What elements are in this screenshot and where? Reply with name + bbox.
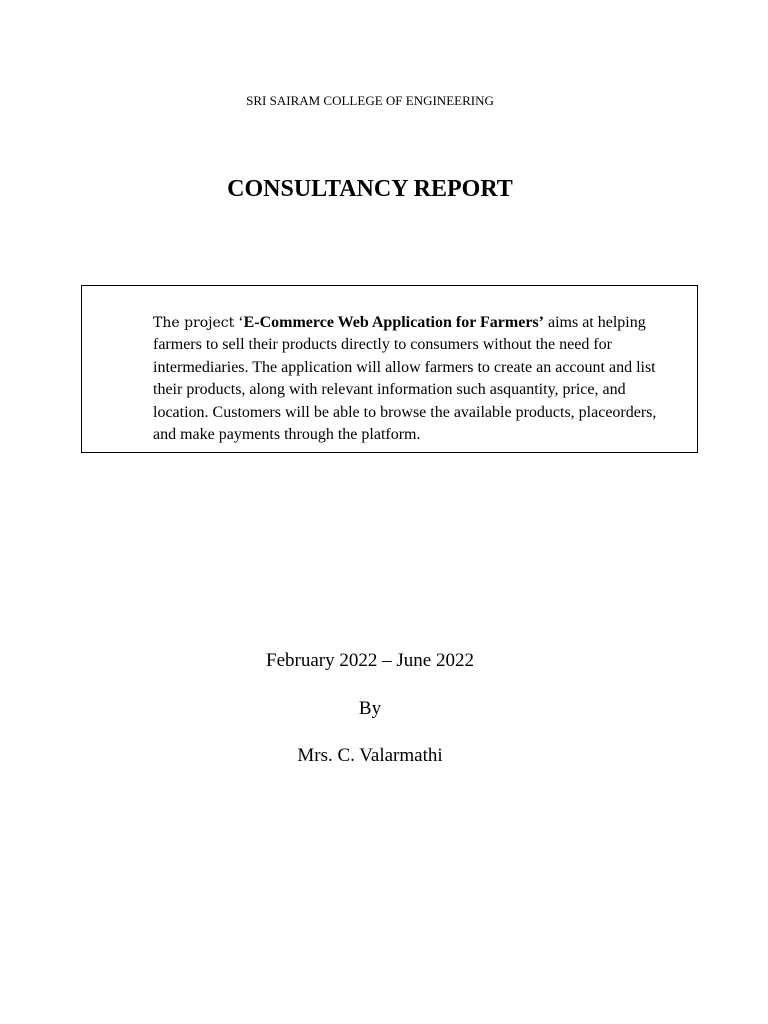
abstract-body: aims at helping farmers to sell their products directly to consumers without the need for intermediaries. The application will allow farmers to create an account and list their products, along with relevant information such asquantity, price, and location. Customers will be able to browse the available products, placeorders, and make payments through the platform. <box>153 314 657 444</box>
abstract-box <box>81 285 698 453</box>
report-period: February 2022 – June 2022 <box>266 650 474 671</box>
by-label: By <box>358 698 382 719</box>
abstract-text <box>153 312 663 446</box>
author-name: Mrs. C. Valarmathi <box>297 745 443 766</box>
project-name: E-Commerce Web Application for Farmers’ <box>243 314 544 331</box>
abstract-open-quote: ‘ <box>234 314 244 331</box>
abstract-lead: The project <box>153 315 235 331</box>
report-title: CONSULTANCY REPORT <box>227 176 513 202</box>
college-name: SRI SAIRAM COLLEGE OF ENGINEERING <box>246 93 494 108</box>
